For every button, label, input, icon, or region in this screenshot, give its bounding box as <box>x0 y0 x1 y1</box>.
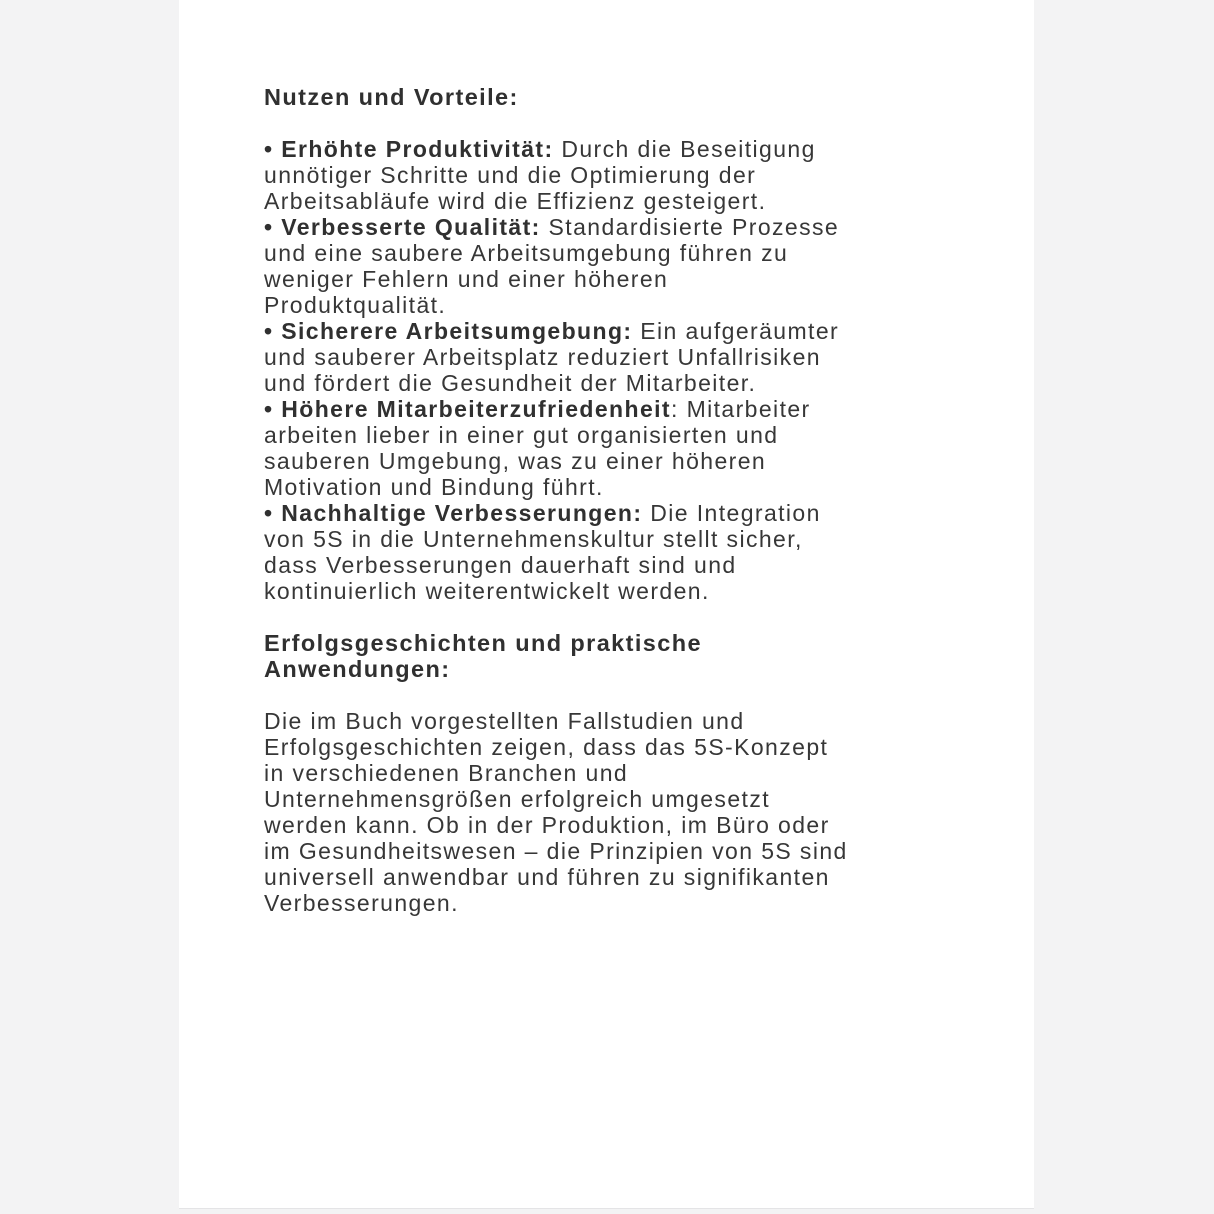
document-page <box>179 0 1034 1209</box>
text-segment: Die Integration <box>642 500 821 526</box>
text-line <box>264 422 974 448</box>
text-segment: Arbeitsabläufe wird die Effizienz gesteigert. <box>264 188 767 214</box>
text-line <box>264 162 974 188</box>
text-line <box>264 396 974 422</box>
text-line <box>264 786 974 812</box>
text-segment: Unternehmensgrößen erfolgreich umgesetzt <box>264 786 771 812</box>
text-segment: von 5S in die Unternehmenskultur stellt sicher, <box>264 526 803 552</box>
text-line <box>264 890 974 916</box>
bold-text-segment: Anwendungen: <box>264 656 451 682</box>
text-line <box>264 708 974 734</box>
text-line <box>264 84 974 110</box>
text-line <box>264 474 974 500</box>
spacer <box>264 682 974 708</box>
bold-text-segment: • Erhöhte Produktivität: <box>264 136 554 162</box>
text-segment: Die im Buch vorgestellten Fallstudien und <box>264 708 745 734</box>
bold-text-segment: • Sicherere Arbeitsumgebung: <box>264 318 633 344</box>
page-content <box>179 0 1034 916</box>
text-segment: und fördert die Gesundheit der Mitarbeiter. <box>264 370 757 396</box>
text-segment: Ein aufgeräumter <box>632 318 840 344</box>
benefits-list <box>264 136 974 604</box>
text-segment: Standardisierte Prozesse <box>540 214 840 240</box>
text-segment: Motivation und Bindung führt. <box>264 474 604 500</box>
text-line <box>264 214 974 240</box>
bold-text-segment: • Nachhaltige Verbesserungen: <box>264 500 643 526</box>
text-segment: werden kann. Ob in der Produktion, im Büro oder <box>264 812 830 838</box>
bold-text-segment: • Verbesserte Qualität: <box>264 214 541 240</box>
text-segment: dass Verbesserungen dauerhaft sind und <box>264 552 737 578</box>
benefits-heading <box>264 84 974 110</box>
text-line <box>264 318 974 344</box>
text-segment: sauberen Umgebung, was zu einer höheren <box>264 448 767 474</box>
bold-text-segment: • Höhere Mitarbeiterzufriedenheit <box>264 396 671 422</box>
text-line <box>264 656 974 682</box>
text-line <box>264 292 974 318</box>
text-segment: Verbesserungen. <box>264 890 459 916</box>
text-segment: in verschiedenen Branchen und <box>264 760 629 786</box>
text-segment: und sauberer Arbeitsplatz reduziert Unfallrisiken <box>264 344 821 370</box>
spacer <box>264 604 974 630</box>
text-line <box>264 188 974 214</box>
text-line <box>264 344 974 370</box>
text-line <box>264 864 974 890</box>
text-segment: und eine saubere Arbeitsumgebung führen zu <box>264 240 789 266</box>
success-stories-heading <box>264 630 974 682</box>
text-line <box>264 526 974 552</box>
text-segment: Erfolgsgeschichten zeigen, dass das 5S-Konzept <box>264 734 829 760</box>
text-line <box>264 240 974 266</box>
success-stories-paragraph <box>264 708 974 916</box>
text-segment: weniger Fehlern und einer höheren <box>264 266 669 292</box>
spacer <box>264 110 974 136</box>
text-line <box>264 370 974 396</box>
text-line <box>264 500 974 526</box>
text-line <box>264 838 974 864</box>
text-segment: unnötiger Schritte und die Optimierung der <box>264 162 757 188</box>
text-line <box>264 552 974 578</box>
text-segment: Durch die Beseitigung <box>553 136 816 162</box>
text-segment: im Gesundheitswesen – die Prinzipien von 5S sind <box>264 838 848 864</box>
text-line <box>264 760 974 786</box>
text-line <box>264 448 974 474</box>
text-line <box>264 630 974 656</box>
bold-text-segment: Erfolgsgeschichten und praktische <box>264 630 702 656</box>
bold-text-segment: Nutzen und Vorteile: <box>264 84 519 110</box>
text-line <box>264 136 974 162</box>
text-segment: : Mitarbeiter <box>670 396 811 422</box>
text-segment: kontinuierlich weiterentwickelt werden. <box>264 578 710 604</box>
text-line <box>264 734 974 760</box>
text-segment: arbeiten lieber in einer gut organisierten und <box>264 422 779 448</box>
text-line <box>264 266 974 292</box>
text-line <box>264 578 974 604</box>
text-segment: universell anwendbar und führen zu signifikanten <box>264 864 830 890</box>
text-segment: Produktqualität. <box>264 292 447 318</box>
text-line <box>264 812 974 838</box>
